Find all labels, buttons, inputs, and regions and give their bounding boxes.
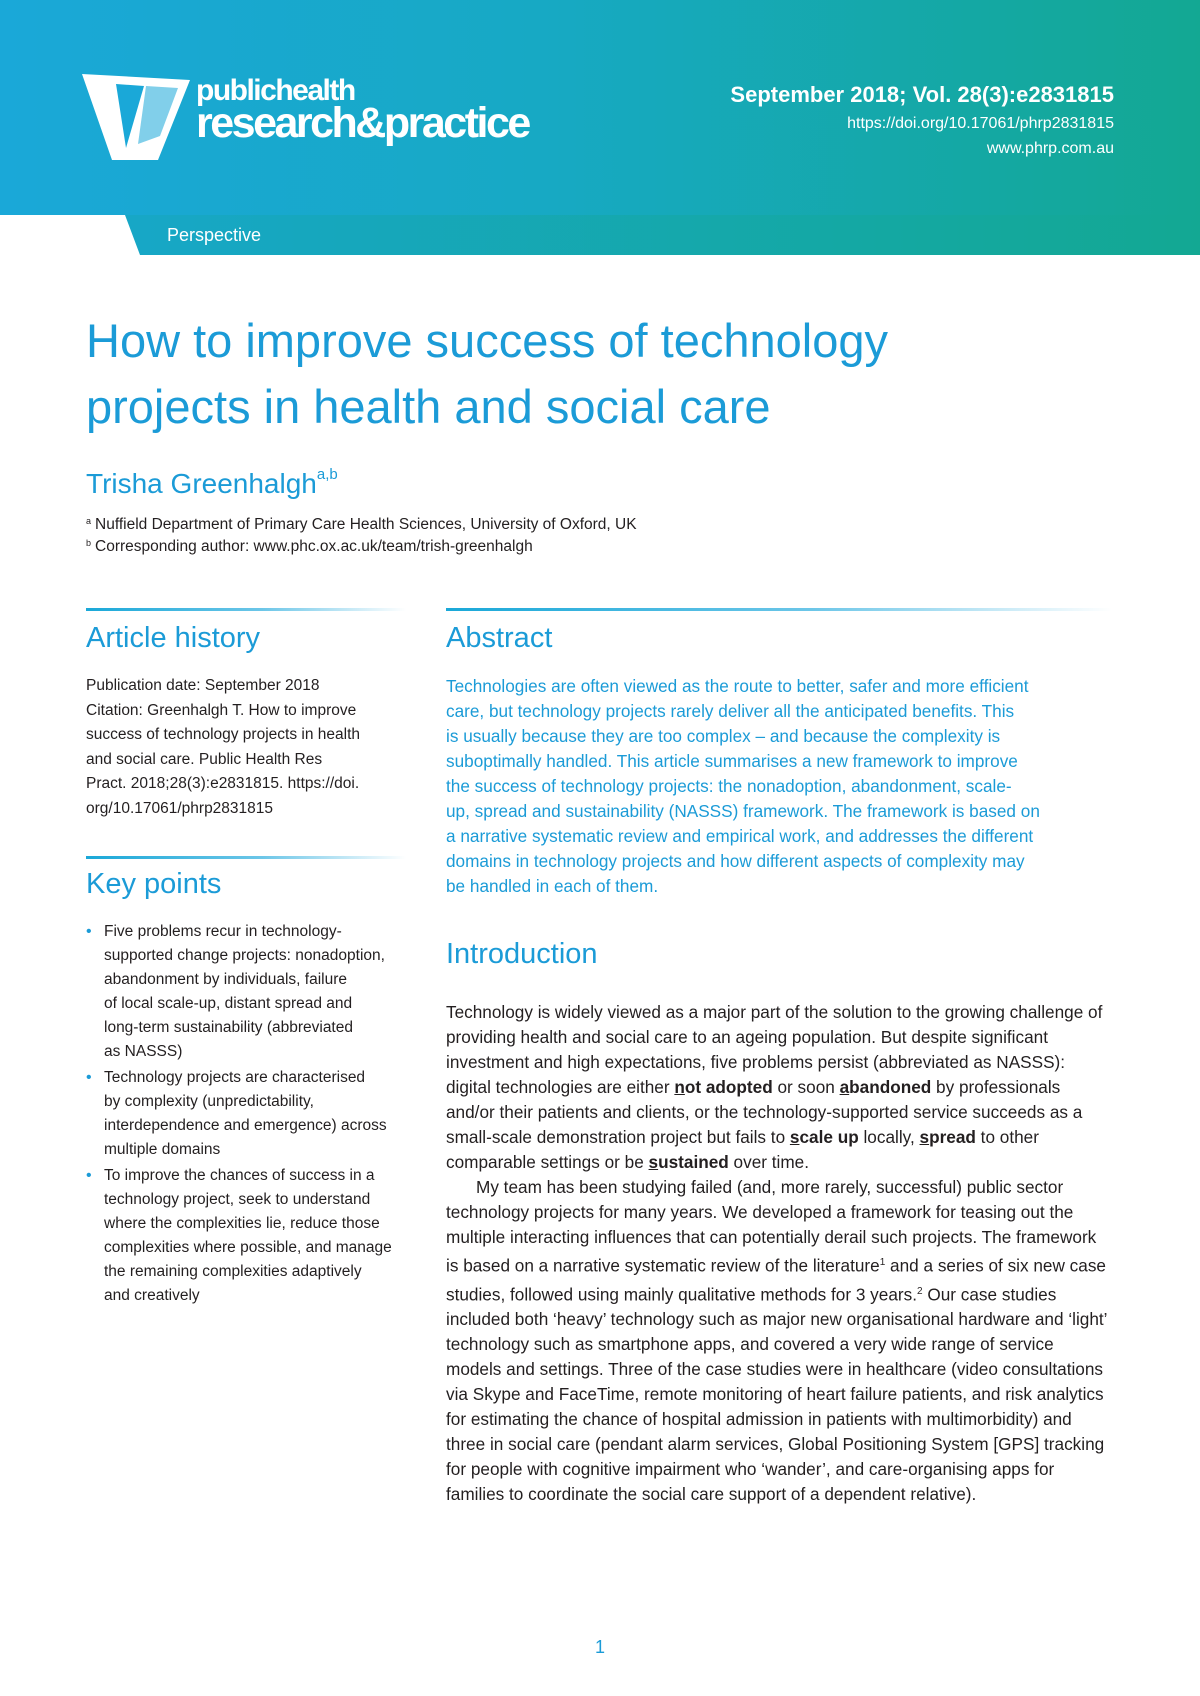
journal-website-link[interactable]: www.phrp.com.au [986,140,1114,157]
history-line: and social care. Public Health Res [86,750,323,768]
journal-logo-text [196,76,529,145]
affiliation-text: Nuffield Department of Primary Care Health Sciences, University of Oxford, UK [95,516,637,533]
key-point-line: • Technology projects are characterised [104,1069,366,1086]
introduction-body [446,1000,1112,1507]
abstract-rule [446,608,1112,611]
history-line: Publication date: September 2018 [86,677,320,694]
keyword-rest: ot adopted [684,1077,773,1097]
abstract-line: is usually because they are too complex – and because the complexity is [446,726,1001,746]
key-points-heading: Key points [86,868,222,900]
key-point-line: as NASSS) [104,1043,183,1060]
key-point-line: the remaining complexities adaptively [104,1263,362,1280]
introduction-heading: Introduction [446,938,598,970]
affiliation-a [86,516,637,534]
reference-mark[interactable]: 1 [879,1257,886,1268]
journal-logo-icon [82,74,192,162]
article-history-text [86,674,406,821]
body-text: by professionals and/or their patients and clients, or the technology-supported service succeeds as a small-scale demonstration project but fails to [446,1077,1083,1147]
section-strip-notch [125,215,140,255]
author-name-text: Trisha Greenhalgh [86,468,317,499]
list-item [86,920,416,1064]
keyword-rest: ustained [658,1152,729,1172]
page-number: 1 [594,1637,605,1657]
keyword-initial: s [648,1152,659,1172]
keyword-rest: bandoned [849,1077,932,1097]
intro-paragraph-1 [446,1000,1112,1175]
body-text: to other comparable settings or be [446,1127,1039,1172]
history-line: org/10.17061/phrp2831815 [86,799,274,817]
keyword-sustained [649,1152,729,1172]
abstract-line: be handled in each of them. [446,876,659,896]
article-type-label: Perspective [167,225,262,245]
article-title [86,308,1046,440]
key-points-rule [86,856,406,859]
abstract-line: domains in technology projects and how different aspects of complexity may [446,851,1025,871]
key-point-line: by complexity (unpredictability, [104,1093,314,1110]
body-text: locally, [858,1127,920,1147]
list-item [86,1164,416,1308]
keyword-initial: n [674,1077,685,1097]
key-point-line: of local scale-up, distant spread and [104,995,353,1012]
keyword-scale-up [790,1127,859,1147]
key-point-line: multiple domains [104,1141,221,1158]
author-affiliation-marks: a,b [316,466,338,483]
key-point-line: abandonment by individuals, failure [104,971,347,988]
affiliation-b [86,538,533,556]
key-point-line: • To improve the chances of success in a [104,1167,375,1184]
reference-mark[interactable]: 2 [917,1285,923,1297]
body-text: Technology is widely viewed as a major part of the solution to the growing challenge of providing health and social care to an ageing population. But despite significant investment and high expectations, five problems persist (abbreviated as NASSS): digital technologies are either [446,1002,1103,1097]
affiliation-text[interactable]: Corresponding author: www.phc.ox.ac.uk/team/trish-greenhalgh [95,538,533,555]
body-text: My team has been studying failed (and, more rarely, successful) public sector technology projects for many years. We developed a framework for teasing out the multiple interacting influences that can potentially derail such projects. The framework is based on a narrative systematic review of the literature [446,1177,1097,1276]
history-line: Citation: Greenhalgh T. How to improve [86,701,357,719]
article-history-rule [86,608,406,611]
title-line1: How to improve success of technology [86,314,888,367]
key-point-line: complexities where possible, and manage [104,1239,392,1256]
intro-paragraph-2 [446,1175,1112,1507]
keyword-initial: a [839,1077,850,1097]
key-point-line: • Five problems recur in technology- [104,923,342,940]
issue-date: September 2018; Vol. 28(3):e2831815 [730,82,1114,107]
abstract-text [446,674,1112,899]
key-point-line: technology project, seek to understand [104,1191,371,1208]
keyword-rest: cale up [799,1127,859,1147]
abstract-line: a narrative systematic review and empirical work, and addresses the different [446,826,1034,846]
issue-doi-link[interactable]: https://doi.org/10.17061/phrp2831815 [847,115,1114,132]
list-item [86,1066,416,1162]
key-point-line: interdependence and emergence) across [104,1117,387,1134]
history-line: Pract. 2018;28(3):e2831815. https://doi. [86,775,360,792]
key-point-line: where the complexities lie, reduce those [104,1215,380,1232]
issue-info [730,82,1114,158]
affiliation-mark: b [86,538,92,548]
history-line: success of technology projects in health [86,726,360,743]
keyword-not-adopted [674,1077,772,1097]
body-text: Our case studies included both ‘heavy’ technology such as major new organisational hardware and ‘light’ technology such as smartphone apps, and covered a very wide range of service models and settings. Three of the case studies were in healthcare (video consultations via Skype and FaceTime, remote monitoring of heart failure patients, and risk analytics for estimating the chance of hospital admission in patients with multimorbidity) and three in social care (pendant alarm services, Global Positioning System [GPS] tracking for people with cognitive impairment who ‘wander’, and care-organising apps for families to coordinate the social care support of a dependent relative). [446,1284,1107,1505]
key-points-list [86,920,416,1310]
abstract-line: the success of technology projects: the nonadoption, abandonment, scale- [446,776,1012,796]
article-history-heading: Article history [86,622,261,654]
keyword-initial: s [919,1127,930,1147]
keyword-initial: s [789,1127,800,1147]
section-strip [140,215,1200,255]
logo-line1: publichealth [196,74,355,107]
keyword-spread [920,1127,976,1147]
author-name [86,468,338,500]
abstract-line: suboptimally handled. This article summarises a new framework to improve [446,751,1018,771]
abstract-line: care, but technology projects rarely deliver all the anticipated benefits. This [446,701,1015,721]
key-point-line: and creatively [104,1287,200,1304]
body-text: and a series of six new case studies, followed using mainly qualitative methods for 3 years. [446,1255,1106,1305]
abstract-line: up, spread and sustainability (NASSS) framework. The framework is based on [446,801,1040,821]
abstract-heading: Abstract [446,622,553,654]
header-banner [0,0,1200,215]
keyword-abandoned [840,1077,932,1097]
title-line2: projects in health and social care [86,380,771,433]
affiliation-mark: a [86,516,92,526]
abstract-line: Technologies are often viewed as the route to better, safer and more efficient [446,676,1029,696]
body-text: or soon [772,1077,840,1097]
key-point-line: supported change projects: nonadoption, [104,947,385,964]
keyword-rest: pread [929,1127,976,1147]
logo-line2: research&practice [196,99,529,147]
key-point-line: long-term sustainability (abbreviated [104,1019,353,1036]
body-text: over time. [728,1152,810,1172]
